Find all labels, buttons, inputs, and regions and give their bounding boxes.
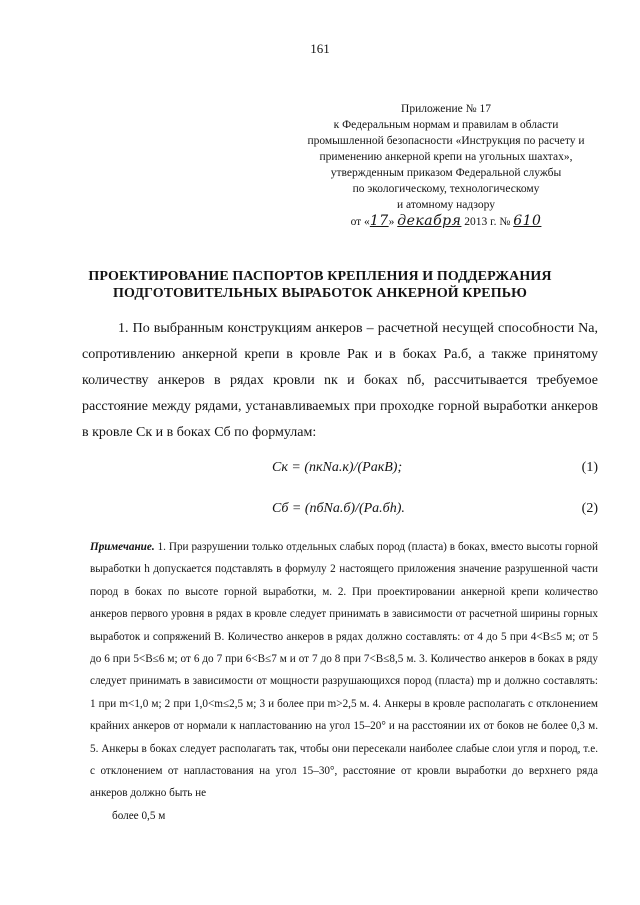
formula-1-number: (1) xyxy=(581,460,598,475)
formula-2-expression: Cб = (nбNа.б)/(Pа.бh). xyxy=(272,501,405,516)
note-last-line: более 0,5 м xyxy=(112,809,166,822)
appendix-line: применению анкерной крепи на угольных шахтах», xyxy=(319,151,573,163)
heading-line-1: ПРОЕКТИРОВАНИЕ ПАСПОРТОВ КРЕПЛЕНИЯ И ПОДДЕРЖАНИЯ xyxy=(88,269,552,284)
appendix-line: промышленной безопасности «Инструкция по расчету и xyxy=(307,135,585,147)
note-text: 1. При разрушении только отдельных слабых пород (пласта) в боках, вместо высоты горной выработки h допускается подставлять в формулу 2 настоящего приложения значение разрушенной части пород в боках по высоте горной выработки, м. 2. При проектировании анкерной крепи количество анкеров первого уровня в рядах в кровле следует принимать в зависимости от расчетной ширины горных выработок и сопряжений B. Количество анкеров в рядах должно составлять: от 4 до 5 при 4<B≤5 м; от 5 до 6 при 5<B≤6 м; от 6 до 7 при 6<B≤7 м и от 7 до 8 при 7<B≤8,5 м. 3. Количество анкеров в боках в ряду следует принимать в зависимости от мощности разрушающихся пород (пласта) mр и должно составлять: 1 при m<1,0 м; 2 при 1,0<m≤2,5 м; 3 и более при m>2,5 м. 4. Анкеры в кровле располагать с отклонением крайних анкеров от нормали к напластованию на угол 15–20° и на расстоянии их от боков не более 0,3 м. 5. Анкеры в боках следует располагать так, чтобы они пересекали наиболее слабые слои угля и пород, т.е. с отклонением от напластования на угол 15–30°, расстояние от кровли выработки до верхнего ряда анкеров должно быть не xyxy=(90,541,598,800)
handwritten-month: декабря xyxy=(397,213,462,229)
heading-line-2: ПОДГОТОВИТЕЛЬНЫХ ВЫРАБОТОК АНКЕРНОЙ КРЕПЬЮ xyxy=(113,286,527,301)
date-prefix: от « xyxy=(350,216,370,228)
order-date-line xyxy=(296,213,596,230)
handwritten-order-number: 610 xyxy=(513,213,542,229)
note-label: Примечание. xyxy=(90,541,155,553)
formula-1-expression: Cк = (nкNа.к)/(PакB); xyxy=(272,460,403,475)
page-number: 161 xyxy=(310,41,330,56)
date-mid: » xyxy=(388,216,395,228)
appendix-line: Приложение № 17 xyxy=(401,103,491,115)
year-text: 2013 г. № xyxy=(464,216,511,228)
note-paragraph xyxy=(90,536,598,805)
appendix-line: по экологическому, технологическому xyxy=(352,183,540,195)
appendix-line: и атомному надзору xyxy=(397,199,495,211)
handwritten-day: 17 xyxy=(369,213,389,229)
paragraph-1: 1. По выбранным конструкциям анкеров – расчетной несущей способности Nа, сопротивлению анкерной крепи в кровле Pак и в боках Pа.б, а также принятому количеству анкеров в рядах кровли nк и боках nб, рассчитывается требуемое расстояние между рядами, устанавливаемых при проходке горной выработки анкеров в кровле Cк и в боках Cб по формулам: xyxy=(82,321,598,440)
formula-2-number: (2) xyxy=(581,501,598,516)
appendix-line: утвержденным приказом Федеральной службы xyxy=(330,167,562,179)
appendix-block xyxy=(296,101,596,230)
appendix-line: к Федеральным нормам и правилам в области xyxy=(333,119,559,131)
section-heading xyxy=(60,268,580,302)
main-paragraph xyxy=(82,316,598,446)
note-block xyxy=(90,536,598,827)
